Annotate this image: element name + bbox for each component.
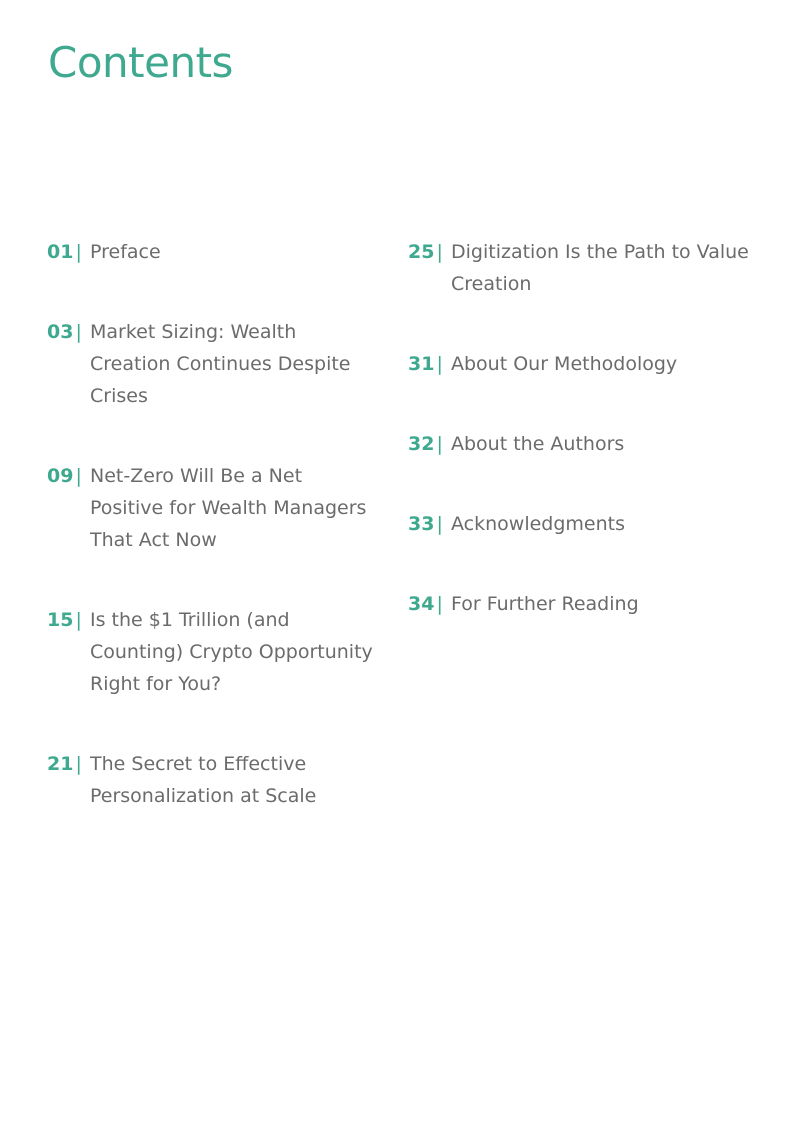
toc-page-number: 15 | [47, 609, 82, 631]
toc-entry-market-sizing[interactable] [47, 316, 377, 412]
toc-entry-label: Acknowledgments [451, 513, 625, 535]
toc-entry-label: Preface [90, 241, 161, 263]
toc-entry-label: For Further Reading [451, 593, 639, 615]
toc-entry-label: Digitization Is the Path to Value Creation [451, 241, 749, 295]
toc-entry-label: Net-Zero Will Be a Net Positive for Wealth Managers That Act Now [90, 465, 367, 551]
toc-column-right [408, 236, 753, 668]
toc-entry-crypto[interactable] [47, 604, 377, 700]
toc-entry-label: Market Sizing: Wealth Creation Continues Despite Crises [90, 321, 351, 407]
toc-entry-label: About the Authors [451, 433, 625, 455]
page-title: Contents [48, 38, 233, 87]
toc-page-number: 09 | [47, 465, 82, 487]
toc-entry-digitization[interactable] [408, 236, 753, 300]
toc-entry-net-zero[interactable] [47, 460, 377, 556]
toc-entry-methodology[interactable] [408, 348, 753, 380]
toc-page-number: 25 | [408, 241, 443, 263]
toc-entry-authors[interactable] [408, 428, 753, 460]
toc-entry-further-reading[interactable] [408, 588, 753, 620]
toc-page-number: 34 | [408, 593, 443, 615]
toc-entry-preface[interactable] [47, 236, 377, 268]
toc-entry-personalization[interactable] [47, 748, 377, 812]
toc-page-number: 33 | [408, 513, 443, 535]
toc-page-number: 01 | [47, 241, 82, 263]
toc-entry-acknowledgments[interactable] [408, 508, 753, 540]
toc-column-left [47, 236, 377, 860]
toc-page-number: 31 | [408, 353, 443, 375]
toc-entry-label: Is the $1 Trillion (and Counting) Crypto Opportunity Right for You? [90, 609, 373, 695]
toc-page-number: 03 | [47, 321, 82, 343]
toc-entry-label: About Our Methodology [451, 353, 678, 375]
toc-entry-label: The Secret to Effective Personalization at Scale [90, 753, 317, 807]
toc-page-number: 21 | [47, 753, 82, 775]
toc-page-number: 32 | [408, 433, 443, 455]
